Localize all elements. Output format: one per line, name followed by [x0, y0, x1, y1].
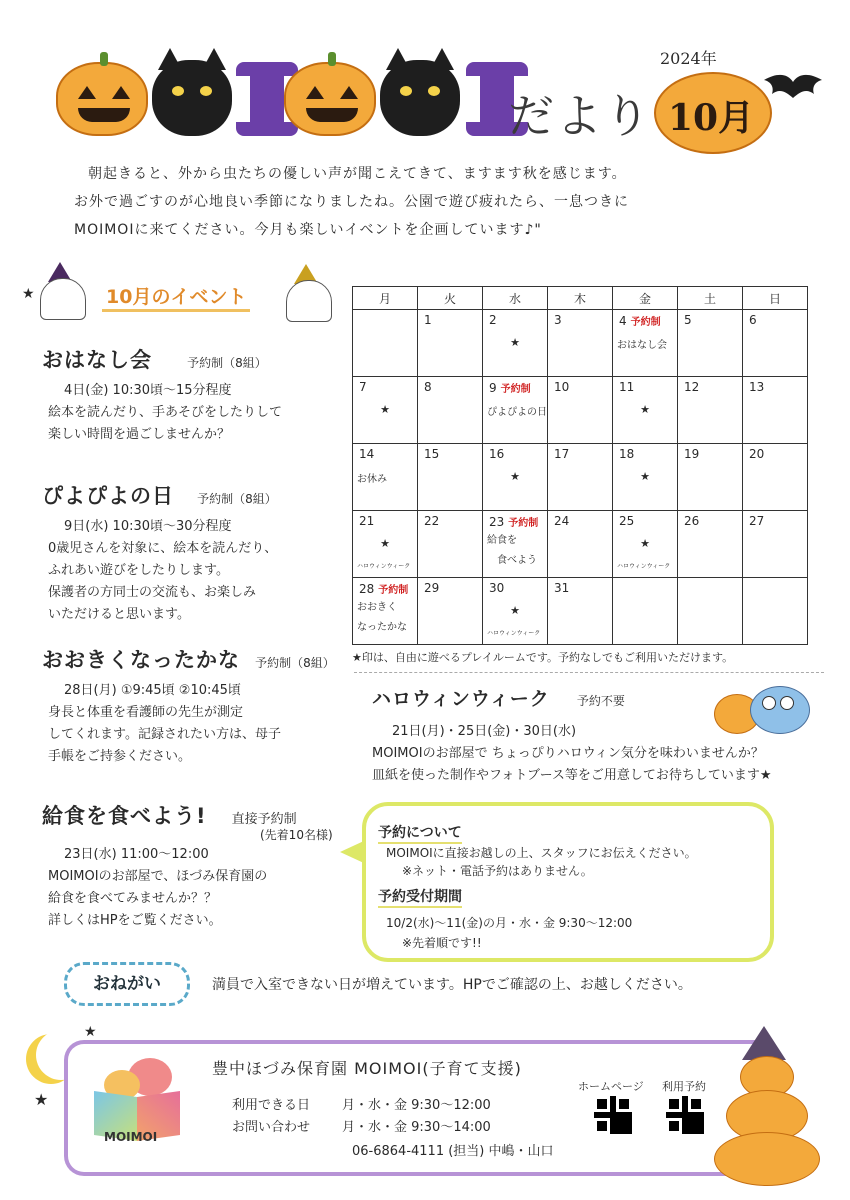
calendar-week-row — [353, 578, 808, 645]
day-number — [684, 380, 699, 394]
day-number — [749, 313, 757, 327]
reservation-required-label: 予約制 — [630, 317, 661, 328]
event-tag-sub: (先着10名様) — [260, 828, 333, 842]
day-number — [359, 581, 408, 596]
request-badge: おねがい — [64, 962, 190, 1006]
calendar-day-cell — [418, 310, 483, 377]
header — [0, 0, 850, 150]
day-number — [554, 313, 562, 327]
calendar-day-cell — [743, 444, 808, 511]
day-number-text: 22 — [424, 514, 440, 528]
halloween-title: ハロウィンウィーク — [372, 688, 550, 710]
day-number — [749, 514, 764, 528]
intro-line-2: お外で過ごすのが心地良い季節になりましたね。公園で遊び疲れたら、一息つきに — [74, 194, 629, 210]
reservation-period-heading: 予約受付期間 — [378, 886, 462, 908]
reservation-info-bubble — [362, 802, 774, 962]
day-number-text: 7 — [359, 380, 367, 394]
day-number — [619, 447, 634, 461]
request-text: 満員で入室できない日が増えています。HPでご確認の上、お越しください。 — [212, 977, 692, 993]
reservation-required-label: 予約制 — [378, 585, 409, 596]
calendar-day-cell — [353, 511, 418, 578]
day-number-text: 30 — [489, 581, 505, 595]
playroom-star-icon: ★ — [510, 604, 520, 617]
event-line: 身長と体重を看護師の先生が測定 — [48, 705, 244, 720]
day-number-text: 13 — [749, 380, 765, 394]
day-number-text: 27 — [749, 514, 765, 528]
calendar-day-cell — [418, 444, 483, 511]
newsletter-title: だより — [508, 89, 652, 143]
footer-row-1-label: 利用できる日 — [232, 1098, 311, 1113]
calendar-day-cell — [483, 377, 548, 444]
calendar-day-cell — [548, 444, 613, 511]
homepage-qr-code[interactable] — [594, 1096, 632, 1134]
playroom-star-icon: ★ — [640, 470, 650, 483]
day-number-text: 4 — [619, 314, 627, 328]
day-number — [554, 447, 569, 461]
day-number — [684, 514, 699, 528]
day-number-text: 28 — [359, 582, 375, 596]
day-number — [684, 313, 692, 327]
reservation-required-label: 予約制 — [508, 518, 539, 529]
event-line: 4日(金) 10:30頃～15分程度 — [64, 383, 232, 398]
reservation-required-label: 予約制 — [500, 384, 531, 395]
event-ookiku — [42, 644, 352, 768]
star-icon: ★ — [34, 1090, 49, 1109]
day-number — [749, 380, 764, 394]
calendar-day-cell — [548, 377, 613, 444]
playroom-star-icon: ★ — [640, 403, 650, 416]
section-divider — [354, 672, 824, 673]
day-number-text: 29 — [424, 581, 440, 595]
event-ohanashi — [42, 344, 342, 446]
calendar-day-cell — [743, 578, 808, 645]
star-icon: ★ — [84, 1024, 97, 1040]
day-number-text: 1 — [424, 313, 432, 327]
calendar-day-cell — [613, 310, 678, 377]
day-number — [684, 447, 699, 461]
logo-text: MOIMOI — [104, 1130, 158, 1144]
calendar-day-cell — [483, 310, 548, 377]
event-line: 28日(月) ①9:45頃 ②10:45頃 — [64, 683, 241, 698]
day-number-text: 6 — [749, 313, 757, 327]
halloween-line-1: MOIMOIのお部屋で ちょっぴりハロウィン気分を味わいませんか？ — [372, 746, 764, 761]
calendar-day-cell — [548, 578, 613, 645]
day-number-text: 26 — [684, 514, 700, 528]
pumpkin-letter-o-2 — [284, 62, 376, 136]
calendar-day-cell — [548, 511, 613, 578]
footer-row-2-label: お問い合わせ — [232, 1120, 311, 1135]
day-number — [489, 581, 504, 595]
reservation-qr-code[interactable] — [666, 1096, 704, 1134]
halloween-dates: 21日(月)・25日(金)・30日(水) — [392, 724, 577, 739]
calendar-note: ★印は、自由に遊べるプレイルームです。予約なしでもご利用いただけます。 — [352, 651, 734, 664]
event-kyushoku — [42, 800, 362, 932]
reservation-line-3: 10/2(水)～11(金)の月・水・金 9:30～12:00 — [386, 916, 633, 930]
calendar-day-cell — [678, 310, 743, 377]
day-number-text: 20 — [749, 447, 765, 461]
calendar-day-cell — [483, 444, 548, 511]
day-number — [359, 447, 374, 461]
calendar-day-cell — [743, 511, 808, 578]
day-number-text: 8 — [424, 380, 432, 394]
event-line: 絵本を読んだり、手あそびをしたりして — [48, 405, 283, 420]
weekday-header: 木 — [548, 287, 613, 310]
event-line: いただけると思います。 — [48, 607, 190, 622]
event-tag: 予約制（8組） — [255, 656, 335, 670]
reservation-line-1: MOIMOIに直接お越しの上、スタッフにお伝えください。 — [386, 846, 697, 860]
playroom-star-icon: ★ — [380, 403, 390, 416]
day-event-note: お休み — [357, 474, 387, 485]
playroom-star-icon: ★ — [510, 336, 520, 349]
calendar-day-cell — [353, 444, 418, 511]
intro-text — [74, 160, 814, 244]
day-number — [489, 514, 538, 529]
calendar-header-row — [353, 287, 808, 310]
halloween-tag: 予約不要 — [576, 694, 625, 708]
reservation-line-2: ※ネット・電話予約はありません。 — [402, 864, 593, 878]
event-piyopiyo — [42, 480, 342, 626]
day-number — [489, 447, 504, 461]
day-number — [424, 581, 439, 595]
calendar-day-cell — [353, 377, 418, 444]
reservation-line-4: ※先着順です!! — [402, 936, 482, 950]
event-line: 0歳児さんを対象に、絵本を読んだり、 — [48, 541, 278, 556]
footer-org: 豊中ほづみ保育園 MOIMOI(子育て支援) — [212, 1059, 522, 1078]
calendar-day-cell — [743, 310, 808, 377]
day-number — [359, 514, 374, 528]
calendar-day-cell — [613, 444, 678, 511]
calendar-day-cell — [483, 511, 548, 578]
playroom-star-icon: ★ — [380, 537, 390, 550]
calendar-day-cell — [743, 377, 808, 444]
halloween-week-label: ハロウィンウィーク — [617, 563, 671, 570]
calendar-day-cell — [678, 377, 743, 444]
day-number-text: 15 — [424, 447, 440, 461]
day-number — [424, 313, 432, 327]
ghost-witch-right — [282, 264, 332, 320]
day-number-text: 24 — [554, 514, 570, 528]
event-tag: 予約制（8組） — [197, 492, 277, 506]
day-number-text: 17 — [554, 447, 570, 461]
footer-row-1-value: 月・水・金 9:30～12:00 — [342, 1098, 491, 1113]
day-number-text: 12 — [684, 380, 700, 394]
calendar-week-row — [353, 511, 808, 578]
day-number-text: 10 — [554, 380, 570, 394]
intro-line-3: MOIMOIに来てください。今月も楽しいイベントを企画しています♪" — [74, 222, 542, 238]
event-title: ぴよぴよの日 — [42, 484, 174, 508]
day-event-note: おおきく — [357, 602, 397, 613]
day-number-text: 21 — [359, 514, 375, 528]
calendar-day-cell — [613, 377, 678, 444]
calendar-day-cell — [418, 511, 483, 578]
qr-label-homepage: ホームページ — [578, 1080, 644, 1093]
day-number — [424, 514, 439, 528]
calendar-day-cell — [353, 310, 418, 377]
playroom-star-icon: ★ — [510, 470, 520, 483]
day-number — [359, 380, 367, 394]
day-number-text: 19 — [684, 447, 700, 461]
day-number — [489, 380, 531, 395]
day-number — [424, 447, 439, 461]
footer-phone: 06-6864-4111 (担当) 中嶋・山口 — [352, 1144, 554, 1159]
calendar-day-cell — [613, 511, 678, 578]
event-tag: 直接予約制 — [231, 812, 297, 827]
day-event-note: 給食を — [487, 535, 517, 546]
black-cat-letter-o-2 — [380, 60, 460, 136]
day-number-text: 25 — [619, 514, 635, 528]
newsletter-year: 2024年 — [660, 49, 717, 68]
day-number-text: 31 — [554, 581, 570, 595]
event-line: MOIMOIのお部屋で、ほづみ保育園の — [48, 869, 268, 884]
day-number-text: 11 — [619, 380, 635, 394]
event-tag: 予約制（8組） — [187, 356, 267, 370]
day-number — [619, 514, 634, 528]
day-number — [489, 313, 497, 327]
calendar-day-cell — [678, 444, 743, 511]
halloween-week-label: ハロウィンウィーク — [487, 630, 541, 637]
calendar-day-cell — [678, 511, 743, 578]
bubble-tail — [340, 840, 366, 864]
intro-line-1: 朝起きると、外から虫たちの優しい声が聞こえてきて、ますます秋を感じます。 — [88, 166, 627, 182]
pumpkin-letter-o-1 — [56, 62, 148, 136]
day-number-text: 5 — [684, 313, 692, 327]
pumpkin-monster-icon — [714, 686, 814, 734]
day-number-text: 16 — [489, 447, 505, 461]
day-number-text: 23 — [489, 515, 505, 529]
calendar-day-cell — [483, 578, 548, 645]
event-line: してくれます。記録されたい方は、母子 — [48, 727, 281, 742]
weekday-header: 日 — [743, 287, 808, 310]
day-number — [554, 581, 569, 595]
day-number — [619, 380, 634, 394]
calendar-week-row — [353, 444, 808, 511]
day-number — [554, 514, 569, 528]
event-title: おはなし会 — [42, 348, 152, 372]
event-line: 詳しくはHPをご覧ください。 — [48, 913, 222, 928]
weekday-header: 火 — [418, 287, 483, 310]
moimoi-logo — [90, 1054, 190, 1154]
day-number-text: 9 — [489, 381, 497, 395]
day-event-note: ぴよぴよの日 — [487, 407, 547, 418]
day-number-text: 2 — [489, 313, 497, 327]
event-title: おおきくなったかな — [42, 648, 240, 672]
day-number-text: 18 — [619, 447, 635, 461]
black-cat-letter-o-1 — [152, 60, 232, 136]
newsletter-month: 10月 — [668, 97, 755, 139]
ghost-witch-left — [36, 262, 86, 318]
day-event-note: 食べよう — [497, 555, 537, 566]
event-line: 9日(水) 10:30頃～30分程度 — [64, 519, 232, 534]
calendar-table — [352, 286, 808, 645]
day-event-note: なったかな — [357, 622, 407, 633]
reservation-heading: 予約について — [378, 822, 462, 844]
calendar-day-cell — [353, 578, 418, 645]
halloween-week-label: ハロウィンウィーク — [357, 563, 411, 570]
event-title: 給食を食べよう! — [42, 804, 207, 828]
event-line: 保護者の方同士の交流も、お楽しみ — [48, 585, 257, 600]
weekday-header: 金 — [613, 287, 678, 310]
weekday-header: 土 — [678, 287, 743, 310]
star-icon: ★ — [22, 286, 35, 302]
day-number-text: 3 — [554, 313, 562, 327]
weekday-header: 水 — [483, 287, 548, 310]
event-line: ふれあい遊びをしたりします。 — [48, 563, 229, 578]
qr-label-reservation: 利用予約 — [662, 1080, 706, 1093]
halloween-line-2: 皿紙を使った制作やフォトブース等をご用意してお待ちしています★ — [372, 768, 772, 783]
pumpkin-stack-icon — [712, 1026, 822, 1186]
event-line: 23日(水) 11:00～12:00 — [64, 847, 209, 862]
event-line: 楽しい時間を過ごしませんか？ — [48, 427, 231, 442]
calendar — [352, 286, 808, 665]
footer-row-2-value: 月・水・金 9:30～14:00 — [342, 1120, 491, 1135]
day-number — [619, 313, 661, 328]
calendar-day-cell — [548, 310, 613, 377]
weekday-header: 月 — [353, 287, 418, 310]
day-number — [749, 447, 764, 461]
event-line: 給食を食べてみませんか？？ — [48, 891, 218, 906]
day-number — [424, 380, 432, 394]
day-event-note: おはなし会 — [617, 340, 667, 351]
events-section-title: 10月のイベント — [102, 282, 250, 312]
bat-icon — [760, 70, 826, 106]
event-line: 手帳をご持参ください。 — [48, 749, 192, 764]
calendar-day-cell — [418, 578, 483, 645]
calendar-day-cell — [613, 578, 678, 645]
calendar-week-row — [353, 310, 808, 377]
day-number — [554, 380, 569, 394]
playroom-star-icon: ★ — [640, 537, 650, 550]
calendar-week-row — [353, 377, 808, 444]
calendar-day-cell — [418, 377, 483, 444]
day-number-text: 14 — [359, 447, 375, 461]
calendar-day-cell — [678, 578, 743, 645]
